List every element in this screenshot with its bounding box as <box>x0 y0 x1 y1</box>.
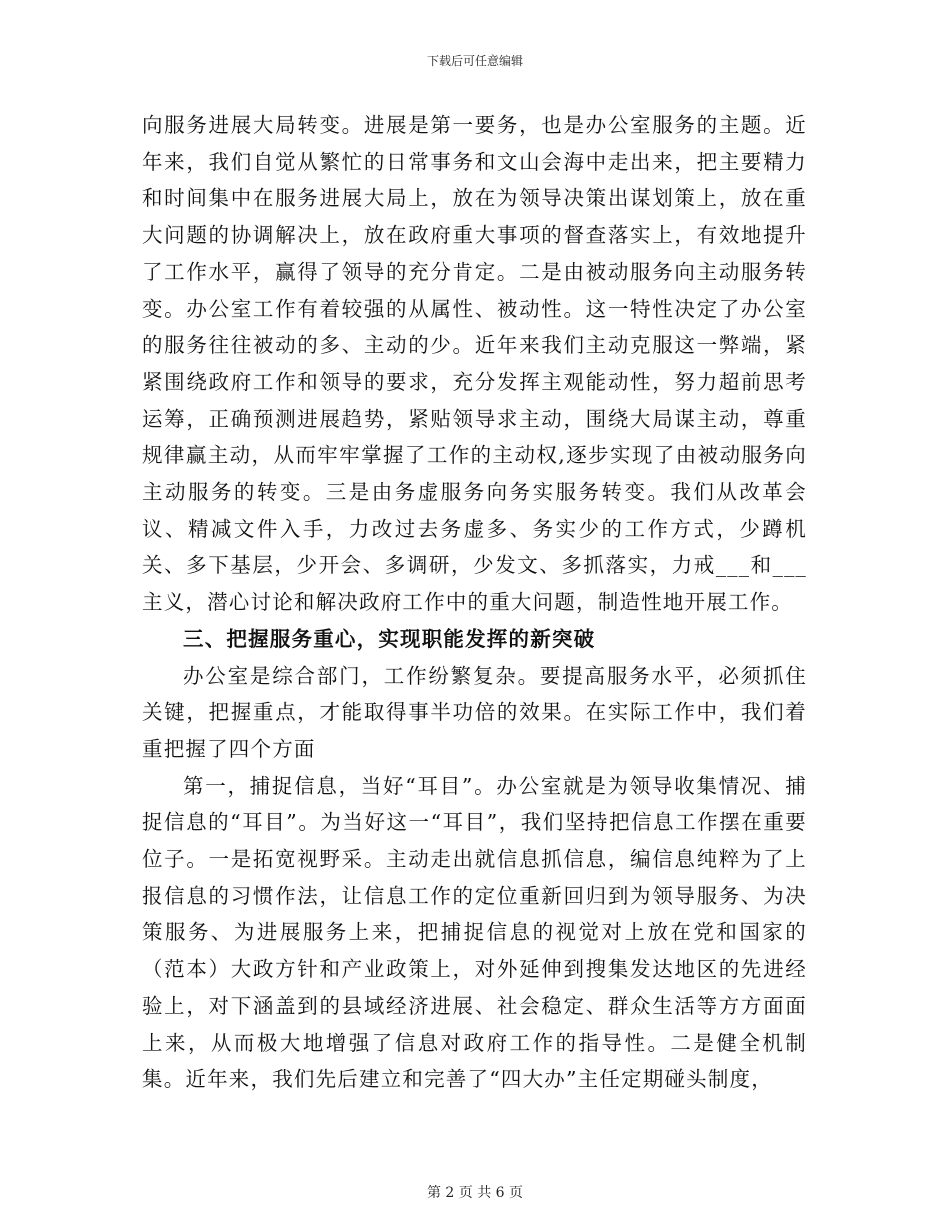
section-heading-3: 三、把握服务重心，实现职能发挥的新突破 <box>183 626 596 651</box>
paragraph-information-work: 第一，捕捉信息，当好“耳目”。办公室就是为领导收集情况、捕捉信息的“耳目”。为当好这一“耳目”，我们坚持把信息工作摆在重要位子。一是拓宽视野采。主动走出就信息抓信息，编信息纯粹为了上报信息的习惯作法，让信息工作的定位重新回归到为领导服务、为决策服务、为进展服务上来，把捕捉信息的视觉对上放在党和国家的（范本）大政方针和产业政策上，对外延伸到搜集发达地区的先进经验上，对下涵盖到的县域经济进展、社会稳定、群众生活等方方面面上来，从而极大地增强了信息对政府工作的指导性。二是健全机制集。近年来，我们先后建立和完善了“四大办”主任定期碰头制度， <box>142 773 807 1092</box>
paragraph-service-transformation: 向服务进展大局转变。进展是第一要务，也是办公室服务的主题。近年来，我们自觉从繁忙的日常事务和文山会海中走出来，把主要精力和时间集中在服务进展大局上，放在为领导决策出谋划策上，放在重大问题的协调解决上，放在政府重大事项的督查落实上，有效地提升了工作水平，赢得了领导的充分肯定。二是由被动服务向主动服务转变。办公室工作有着较强的从属性、被动性。这一特性决定了办公室的服务往往被动的多、主动的少。近年来我们主动克服这一弊端，紧紧围绕政府工作和领导的要求，充分发挥主观能动性，努力超前思考运筹，正确预测进展趋势，紧贴领导求主动，围绕大局谋主动，尊重规律赢主动，从而牢牢掌握了工作的主动权,逐步实现了由被动服务向主动服务的转变。三是由务虚服务向务实服务转变。我们从改革会议、精减文件入手，力改过去务虚多、务实少的工作方式，少蹲机关、多下基层，少开会、多调研，少发文、多抓落实，力戒___和___主义，潜心讨论和解决政府工作中的重大问题，制造性地开展工作。 <box>142 113 807 615</box>
paragraph-office-focus: 办公室是综合部门，工作纷繁复杂。要提高服务水平，必须抓住关键，把握重点，才能取得事半功倍的效果。在实际工作中，我们着重把握了四个方面 <box>142 663 807 761</box>
page-footer: 第 2 页 共 6 页 <box>426 1185 524 1201</box>
page-header: 下载后可任意编辑 <box>426 54 523 68</box>
document-body <box>142 107 807 1098</box>
